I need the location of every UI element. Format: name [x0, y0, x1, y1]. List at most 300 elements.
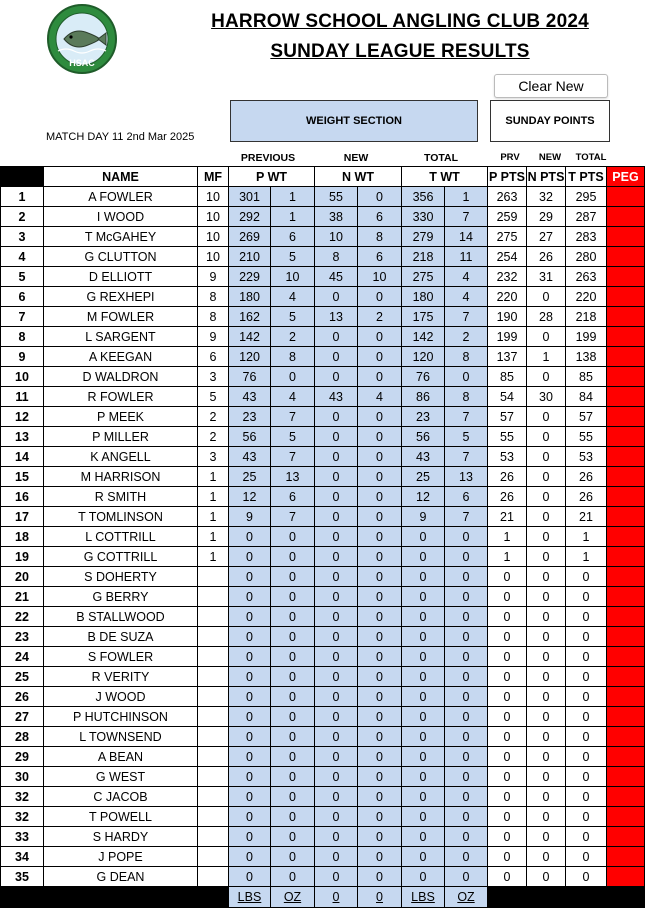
row-position: 18 [1, 527, 44, 547]
row-p-lbs: 0 [229, 547, 271, 567]
row-n-oz: 0 [358, 447, 402, 467]
row-peg[interactable] [607, 667, 645, 687]
row-peg[interactable] [607, 187, 645, 207]
row-n-pts: 0 [527, 647, 566, 667]
row-t-lbs: 86 [402, 387, 445, 407]
table-row [1, 287, 645, 307]
row-position: 14 [1, 447, 44, 467]
table-row [1, 307, 645, 327]
row-peg[interactable] [607, 467, 645, 487]
footer-t-oz: OZ [445, 887, 488, 908]
row-p-lbs: 56 [229, 427, 271, 447]
row-t-pts: 263 [566, 267, 607, 287]
row-t-lbs: 279 [402, 227, 445, 247]
row-t-lbs: 0 [402, 707, 445, 727]
row-t-pts: 0 [566, 847, 607, 867]
row-t-oz: 1 [445, 187, 488, 207]
footer-p-lbs: LBS [229, 887, 271, 908]
header-name: NAME [44, 167, 198, 187]
row-n-pts: 0 [527, 867, 566, 887]
row-t-oz: 8 [445, 387, 488, 407]
row-p-pts: 254 [488, 247, 527, 267]
row-t-oz: 0 [445, 567, 488, 587]
row-p-pts: 26 [488, 467, 527, 487]
row-mf: 1 [198, 527, 229, 547]
row-peg[interactable] [607, 267, 645, 287]
row-p-lbs: 0 [229, 827, 271, 847]
row-name: G BERRY [44, 587, 198, 607]
row-p-lbs: 0 [229, 867, 271, 887]
row-n-pts: 0 [527, 587, 566, 607]
group-total: TOTAL [423, 152, 459, 164]
row-t-lbs: 0 [402, 767, 445, 787]
row-position: 16 [1, 487, 44, 507]
row-p-pts: 55 [488, 427, 527, 447]
row-n-oz: 0 [358, 747, 402, 767]
row-p-oz: 0 [271, 547, 315, 567]
row-position: 28 [1, 727, 44, 747]
row-n-oz: 0 [358, 787, 402, 807]
row-t-pts: 1 [566, 547, 607, 567]
row-name: A BEAN [44, 747, 198, 767]
row-n-lbs: 10 [315, 227, 358, 247]
row-mf [198, 587, 229, 607]
row-peg[interactable] [607, 207, 645, 227]
row-mf: 2 [198, 407, 229, 427]
row-p-oz: 0 [271, 627, 315, 647]
table-row [1, 487, 645, 507]
row-n-oz: 2 [358, 307, 402, 327]
row-name: J POPE [44, 847, 198, 867]
row-position: 17 [1, 507, 44, 527]
row-n-pts: 0 [527, 407, 566, 427]
row-t-pts: 280 [566, 247, 607, 267]
row-position: 22 [1, 607, 44, 627]
row-peg[interactable] [607, 527, 645, 547]
table-row [1, 767, 645, 787]
table-row [1, 247, 645, 267]
header-t-wt: T WT [402, 167, 488, 187]
footer-t-lbs: LBS [402, 887, 445, 908]
row-peg[interactable] [607, 227, 645, 247]
row-t-lbs: 330 [402, 207, 445, 227]
row-mf: 10 [198, 187, 229, 207]
row-p-pts: 0 [488, 767, 527, 787]
row-position: 33 [1, 827, 44, 847]
row-peg[interactable] [607, 487, 645, 507]
row-n-oz: 10 [358, 267, 402, 287]
row-peg[interactable] [607, 387, 645, 407]
row-p-pts: 259 [488, 207, 527, 227]
row-peg[interactable] [607, 287, 645, 307]
row-t-pts: 0 [566, 627, 607, 647]
club-logo [44, 3, 120, 75]
row-t-lbs: 0 [402, 667, 445, 687]
row-t-pts: 53 [566, 447, 607, 467]
row-peg[interactable] [607, 867, 645, 887]
row-peg[interactable] [607, 647, 645, 667]
row-mf: 2 [198, 427, 229, 447]
table-row [1, 407, 645, 427]
row-n-pts: 0 [527, 567, 566, 587]
row-n-pts: 0 [527, 487, 566, 507]
row-peg[interactable] [607, 687, 645, 707]
row-t-pts: 0 [566, 867, 607, 887]
row-n-oz: 6 [358, 247, 402, 267]
row-n-oz: 0 [358, 407, 402, 427]
row-n-pts: 30 [527, 387, 566, 407]
table-row [1, 647, 645, 667]
row-peg[interactable] [607, 347, 645, 367]
table-row [1, 547, 645, 567]
row-p-lbs: 269 [229, 227, 271, 247]
row-n-oz: 0 [358, 527, 402, 547]
row-p-oz: 0 [271, 707, 315, 727]
row-t-oz: 13 [445, 467, 488, 487]
table-row [1, 727, 645, 747]
row-n-pts: 29 [527, 207, 566, 227]
row-n-lbs: 0 [315, 827, 358, 847]
row-name: R SMITH [44, 487, 198, 507]
row-n-lbs: 0 [315, 647, 358, 667]
row-p-lbs: 0 [229, 707, 271, 727]
row-t-pts: 283 [566, 227, 607, 247]
row-p-lbs: 9 [229, 507, 271, 527]
row-peg[interactable] [607, 747, 645, 767]
row-p-pts: 0 [488, 827, 527, 847]
table-row [1, 687, 645, 707]
row-p-lbs: 0 [229, 567, 271, 587]
row-n-pts: 0 [527, 447, 566, 467]
row-peg[interactable] [607, 847, 645, 867]
row-n-oz: 0 [358, 707, 402, 727]
row-peg[interactable] [607, 807, 645, 827]
row-position: 23 [1, 627, 44, 647]
row-mf [198, 847, 229, 867]
table-row [1, 847, 645, 867]
row-p-oz: 5 [271, 427, 315, 447]
row-position: 10 [1, 367, 44, 387]
row-peg[interactable] [607, 787, 645, 807]
row-peg[interactable] [607, 307, 645, 327]
row-p-lbs: 0 [229, 667, 271, 687]
row-n-pts: 32 [527, 187, 566, 207]
row-n-oz: 0 [358, 287, 402, 307]
row-p-oz: 0 [271, 527, 315, 547]
row-p-pts: 1 [488, 547, 527, 567]
row-n-pts: 0 [527, 667, 566, 687]
row-n-lbs: 0 [315, 427, 358, 447]
row-peg[interactable] [607, 767, 645, 787]
row-mf: 1 [198, 547, 229, 567]
row-mf [198, 767, 229, 787]
table-row [1, 467, 645, 487]
row-n-pts: 0 [527, 287, 566, 307]
row-name: I WOOD [44, 207, 198, 227]
row-mf: 8 [198, 287, 229, 307]
row-n-oz: 0 [358, 567, 402, 587]
row-p-pts: 0 [488, 607, 527, 627]
row-position: 19 [1, 547, 44, 567]
row-n-oz: 0 [358, 667, 402, 687]
row-position: 6 [1, 287, 44, 307]
row-mf [198, 787, 229, 807]
row-p-oz: 0 [271, 687, 315, 707]
row-p-pts: 0 [488, 787, 527, 807]
row-n-lbs: 0 [315, 287, 358, 307]
row-p-pts: 53 [488, 447, 527, 467]
row-t-lbs: 0 [402, 647, 445, 667]
row-n-lbs: 0 [315, 527, 358, 547]
row-peg[interactable] [607, 407, 645, 427]
row-position: 24 [1, 647, 44, 667]
row-position: 12 [1, 407, 44, 427]
row-n-oz: 0 [358, 327, 402, 347]
row-peg[interactable] [607, 447, 645, 467]
row-mf [198, 647, 229, 667]
row-p-pts: 26 [488, 487, 527, 507]
row-n-pts: 0 [527, 807, 566, 827]
table-row [1, 367, 645, 387]
row-n-lbs: 0 [315, 487, 358, 507]
page-title: HARROW SCHOOL ANGLING CLUB 2024 [211, 11, 589, 32]
table-row [1, 507, 645, 527]
row-name: B STALLWOOD [44, 607, 198, 627]
row-name: P MEEK [44, 407, 198, 427]
row-t-lbs: 120 [402, 347, 445, 367]
row-n-pts: 0 [527, 687, 566, 707]
row-t-oz: 5 [445, 427, 488, 447]
row-t-pts: 0 [566, 707, 607, 727]
row-p-oz: 13 [271, 467, 315, 487]
row-t-pts: 220 [566, 287, 607, 307]
row-n-pts: 31 [527, 267, 566, 287]
table-row [1, 207, 645, 227]
group-new: NEW [343, 152, 369, 164]
row-t-lbs: 76 [402, 367, 445, 387]
table-row [1, 707, 645, 727]
row-p-oz: 6 [271, 227, 315, 247]
group-total-pts: TOTAL [575, 152, 607, 163]
row-t-pts: 21 [566, 507, 607, 527]
row-t-pts: 0 [566, 807, 607, 827]
row-peg[interactable] [607, 547, 645, 567]
row-name: L TOWNSEND [44, 727, 198, 747]
row-n-pts: 0 [527, 327, 566, 347]
row-position: 7 [1, 307, 44, 327]
row-peg[interactable] [607, 607, 645, 627]
row-t-lbs: 12 [402, 487, 445, 507]
row-position: 34 [1, 847, 44, 867]
row-p-lbs: 0 [229, 767, 271, 787]
row-t-lbs: 0 [402, 807, 445, 827]
row-n-oz: 4 [358, 387, 402, 407]
row-n-pts: 0 [527, 627, 566, 647]
row-position: 1 [1, 187, 44, 207]
row-p-lbs: 120 [229, 347, 271, 367]
row-mf [198, 807, 229, 827]
row-peg[interactable] [607, 427, 645, 447]
row-p-oz: 0 [271, 747, 315, 767]
row-peg[interactable] [607, 507, 645, 527]
row-name: C JACOB [44, 787, 198, 807]
row-peg[interactable] [607, 567, 645, 587]
row-p-lbs: 0 [229, 527, 271, 547]
row-p-pts: 199 [488, 327, 527, 347]
row-n-oz: 0 [358, 367, 402, 387]
table-header-row [1, 167, 645, 187]
table-row [1, 747, 645, 767]
row-p-lbs: 43 [229, 387, 271, 407]
row-p-oz: 1 [271, 207, 315, 227]
row-p-oz: 8 [271, 347, 315, 367]
row-p-lbs: 0 [229, 807, 271, 827]
table-row [1, 327, 645, 347]
row-p-lbs: 0 [229, 607, 271, 627]
row-n-pts: 0 [527, 507, 566, 527]
row-n-lbs: 0 [315, 587, 358, 607]
row-peg[interactable] [607, 627, 645, 647]
row-n-lbs: 0 [315, 807, 358, 827]
row-n-lbs: 0 [315, 787, 358, 807]
row-n-lbs: 43 [315, 387, 358, 407]
row-n-pts: 0 [527, 787, 566, 807]
row-p-oz: 0 [271, 827, 315, 847]
table-row [1, 627, 645, 647]
row-n-oz: 0 [358, 727, 402, 747]
row-t-lbs: 23 [402, 407, 445, 427]
row-p-pts: 85 [488, 367, 527, 387]
row-peg[interactable] [607, 327, 645, 347]
row-name: K ANGELL [44, 447, 198, 467]
row-t-oz: 0 [445, 747, 488, 767]
table-row [1, 427, 645, 447]
row-mf [198, 747, 229, 767]
row-mf: 3 [198, 367, 229, 387]
row-p-pts: 137 [488, 347, 527, 367]
row-t-pts: 0 [566, 647, 607, 667]
row-mf: 9 [198, 327, 229, 347]
row-name: G COTTRILL [44, 547, 198, 567]
row-p-pts: 1 [488, 527, 527, 547]
row-peg[interactable] [607, 367, 645, 387]
row-peg[interactable] [607, 587, 645, 607]
row-position: 25 [1, 667, 44, 687]
row-n-oz: 0 [358, 587, 402, 607]
footer-blank [1, 887, 229, 908]
row-peg[interactable] [607, 707, 645, 727]
row-mf: 10 [198, 247, 229, 267]
row-position: 13 [1, 427, 44, 447]
row-t-pts: 0 [566, 567, 607, 587]
row-t-pts: 1 [566, 527, 607, 547]
row-n-oz: 8 [358, 227, 402, 247]
row-p-oz: 0 [271, 647, 315, 667]
row-position: 8 [1, 327, 44, 347]
row-t-pts: 0 [566, 767, 607, 787]
row-mf [198, 867, 229, 887]
row-p-pts: 0 [488, 587, 527, 607]
table-row [1, 447, 645, 467]
row-t-lbs: 9 [402, 507, 445, 527]
weight-section-label: WEIGHT SECTION [230, 100, 478, 142]
header-mf: MF [198, 167, 229, 187]
row-name: M FOWLER [44, 307, 198, 327]
row-t-oz: 6 [445, 487, 488, 507]
row-t-oz: 14 [445, 227, 488, 247]
row-t-oz: 7 [445, 307, 488, 327]
row-t-pts: 0 [566, 747, 607, 767]
row-p-oz: 7 [271, 407, 315, 427]
row-t-pts: 199 [566, 327, 607, 347]
row-p-oz: 4 [271, 287, 315, 307]
group-prv-pts: PRV [500, 152, 520, 163]
clear-new-button[interactable]: Clear New [494, 74, 608, 98]
row-n-pts: 0 [527, 847, 566, 867]
row-peg[interactable] [607, 727, 645, 747]
row-p-pts: 0 [488, 847, 527, 867]
table-row [1, 267, 645, 287]
page-subtitle: SUNDAY LEAGUE RESULTS [270, 41, 530, 62]
row-position: 20 [1, 567, 44, 587]
row-t-lbs: 0 [402, 827, 445, 847]
row-peg[interactable] [607, 827, 645, 847]
row-t-oz: 0 [445, 687, 488, 707]
row-t-oz: 7 [445, 447, 488, 467]
row-mf: 5 [198, 387, 229, 407]
row-n-lbs: 0 [315, 747, 358, 767]
row-t-oz: 7 [445, 207, 488, 227]
table-row [1, 787, 645, 807]
row-position: 32 [1, 807, 44, 827]
row-n-oz: 0 [358, 867, 402, 887]
row-t-lbs: 180 [402, 287, 445, 307]
row-n-lbs: 13 [315, 307, 358, 327]
group-previous: PREVIOUS [240, 152, 296, 164]
row-mf: 9 [198, 267, 229, 287]
row-n-lbs: 0 [315, 507, 358, 527]
group-new-pts: NEW [538, 152, 562, 163]
row-n-pts: 0 [527, 527, 566, 547]
row-p-oz: 0 [271, 727, 315, 747]
row-t-oz: 0 [445, 807, 488, 827]
header-n-pts: N PTS [527, 167, 566, 187]
row-t-pts: 218 [566, 307, 607, 327]
row-t-oz: 11 [445, 247, 488, 267]
row-p-pts: 0 [488, 707, 527, 727]
row-p-lbs: 180 [229, 287, 271, 307]
row-p-oz: 0 [271, 787, 315, 807]
table-footer-row [1, 887, 645, 908]
row-position: 30 [1, 767, 44, 787]
row-p-oz: 0 [271, 567, 315, 587]
row-p-lbs: 0 [229, 587, 271, 607]
row-name: G WEST [44, 767, 198, 787]
row-n-oz: 0 [358, 847, 402, 867]
row-n-pts: 0 [527, 547, 566, 567]
row-peg[interactable] [607, 247, 645, 267]
row-position: 4 [1, 247, 44, 267]
row-n-lbs: 0 [315, 767, 358, 787]
row-position: 11 [1, 387, 44, 407]
row-name: D ELLIOTT [44, 267, 198, 287]
table-row [1, 387, 645, 407]
row-t-lbs: 56 [402, 427, 445, 447]
row-mf [198, 827, 229, 847]
row-t-lbs: 0 [402, 787, 445, 807]
row-p-oz: 0 [271, 807, 315, 827]
row-n-oz: 0 [358, 647, 402, 667]
